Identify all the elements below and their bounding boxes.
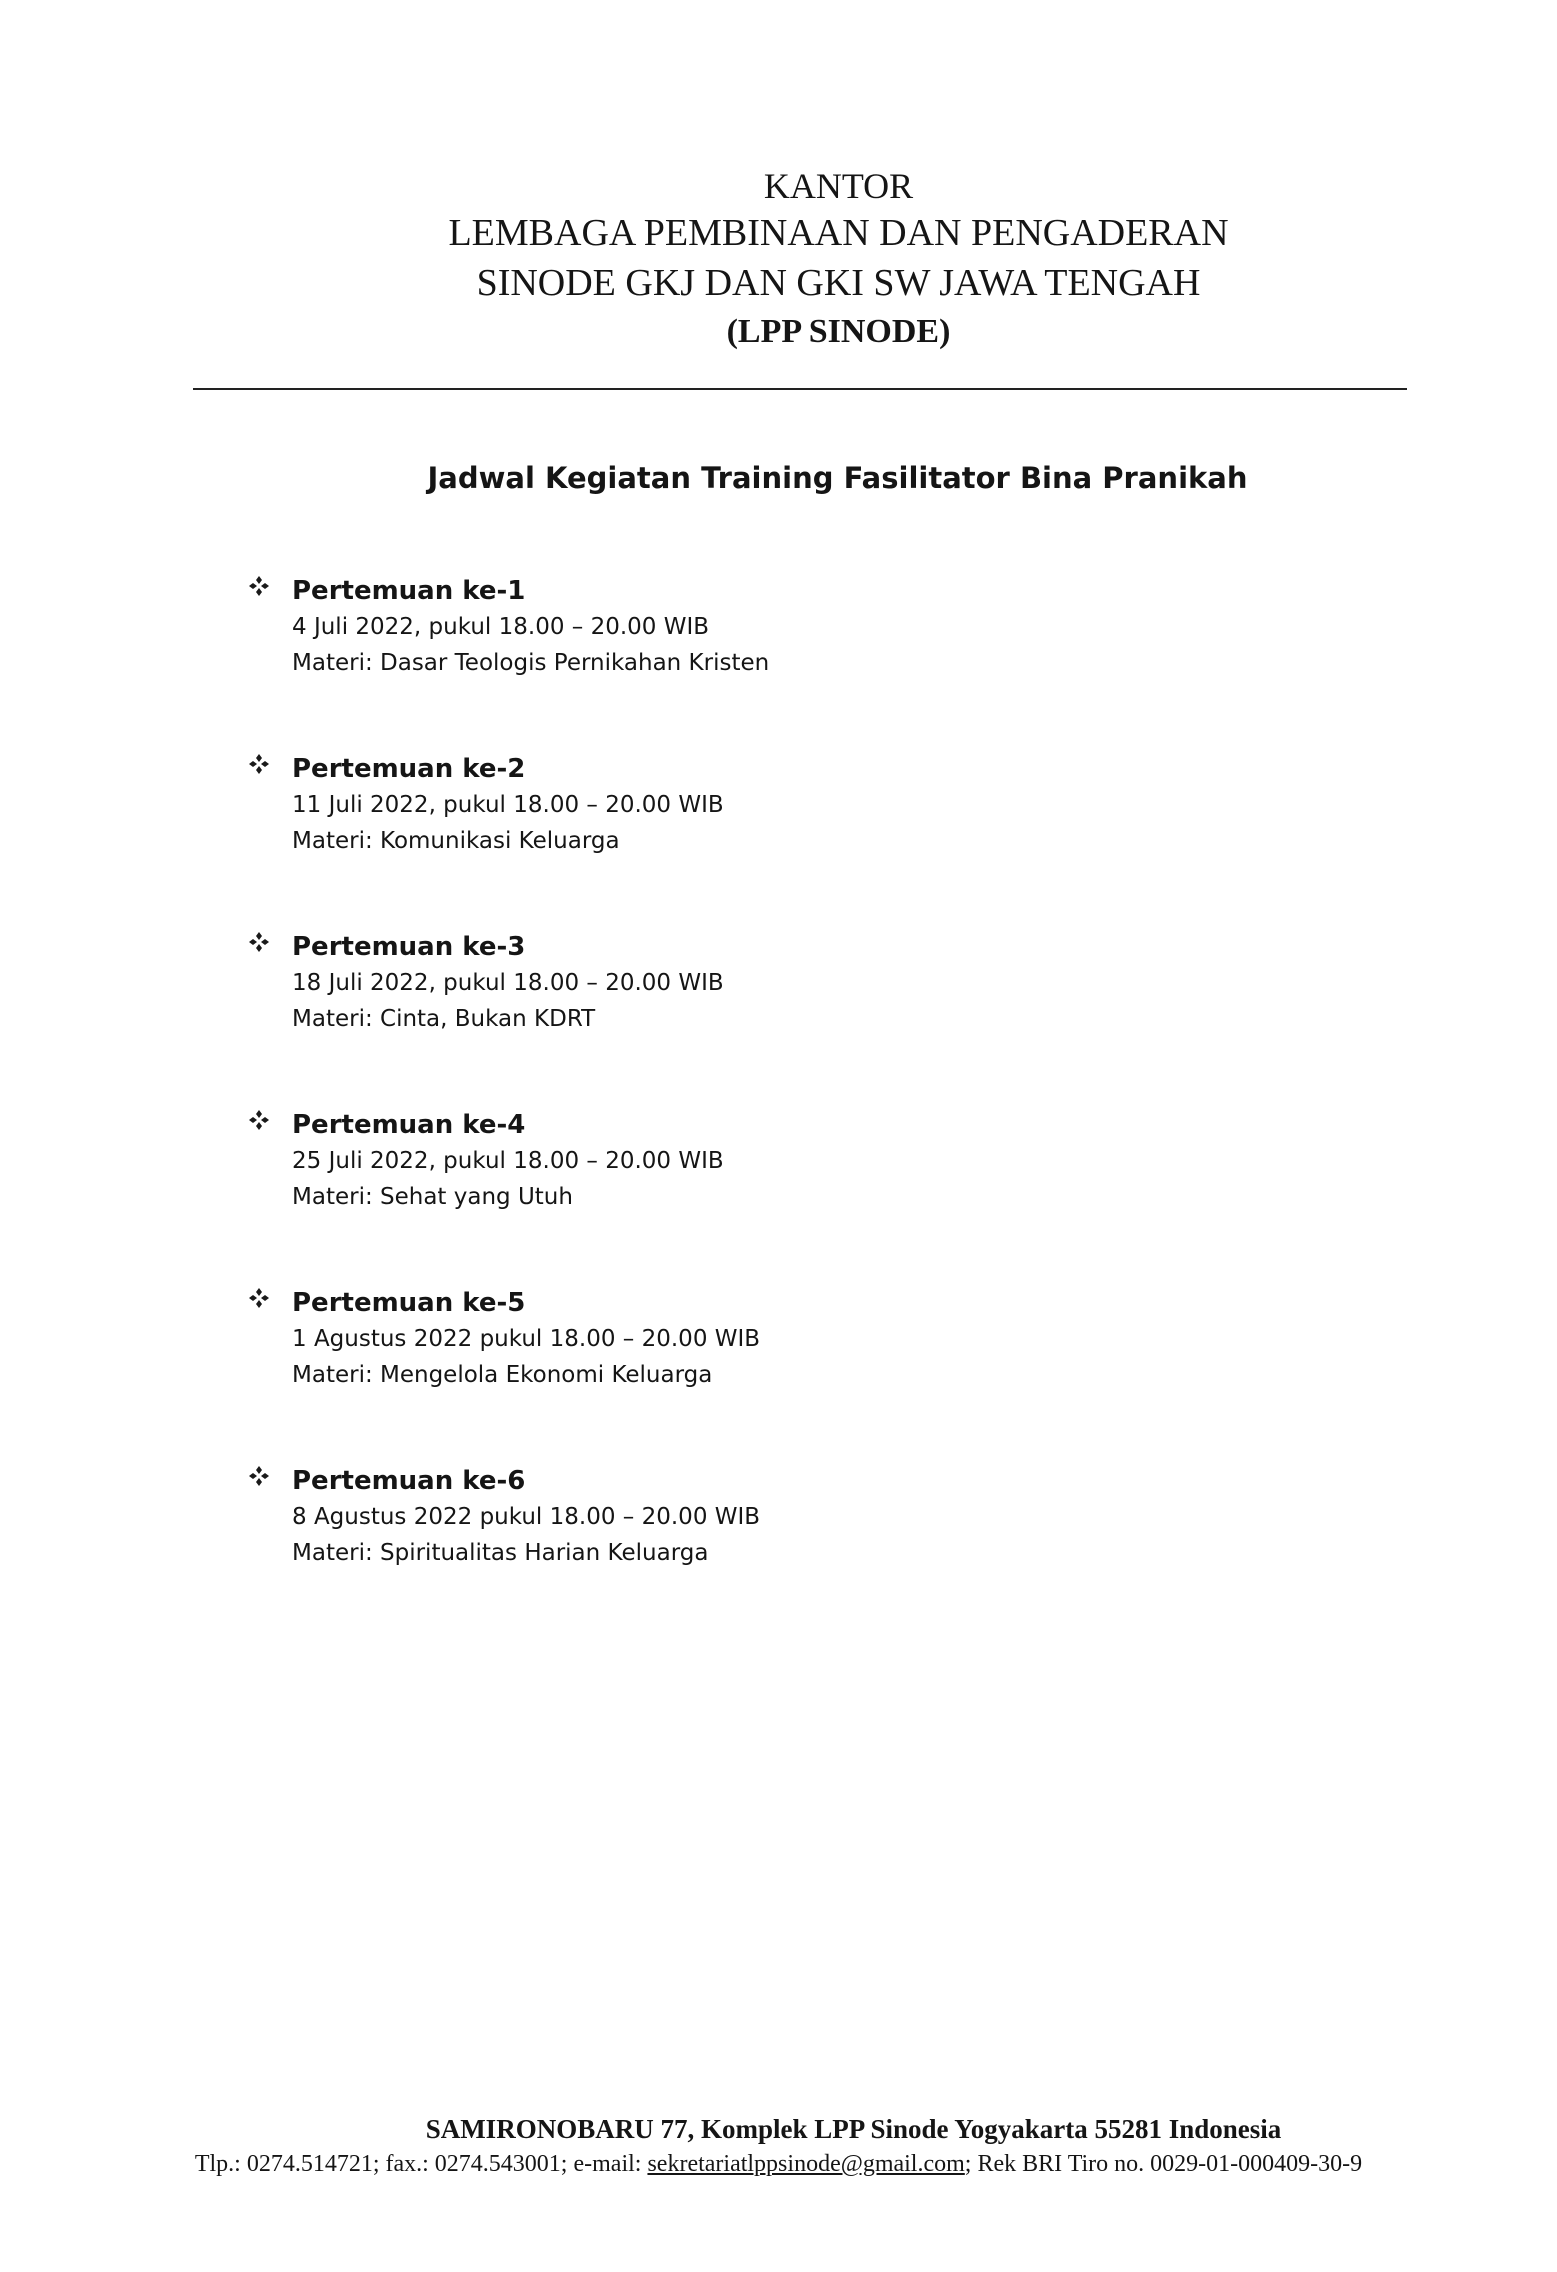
- meeting-date-time: 11 Juli 2022, pukul 18.00 – 20.00 WIB: [292, 792, 724, 818]
- four-diamond-bullet-icon: [248, 931, 270, 953]
- four-diamond-bullet-icon: [248, 1287, 270, 1309]
- document-title: Jadwal Kegiatan Training Fasilitator Bina Pranikah: [427, 461, 1248, 495]
- schedule-item: [248, 573, 1248, 751]
- meeting-title: Pertemuan ke-6: [292, 1466, 526, 1496]
- footer-address: SAMIRONOBARU 77, Komplek LPP Sinode Yogyakarta 55281 Indonesia: [425, 2114, 1282, 2144]
- meeting-title: Pertemuan ke-2: [292, 754, 526, 784]
- meeting-title: Pertemuan ke-1: [292, 576, 526, 606]
- meeting-title: Pertemuan ke-3: [292, 932, 526, 962]
- footer-email-link[interactable]: sekretariatlppsinode@gmail.com: [647, 2151, 965, 2177]
- schedule-item-body: [292, 1463, 760, 1571]
- schedule-item: [248, 1463, 1248, 1641]
- schedule-item-body: [292, 1285, 760, 1393]
- meeting-date-time: 8 Agustus 2022 pukul 18.00 – 20.00 WIB: [292, 1504, 761, 1530]
- schedule-item-body: [292, 929, 724, 1037]
- schedule-item: [248, 1285, 1248, 1463]
- schedule-item: [248, 929, 1248, 1107]
- schedule-list: [248, 573, 1248, 1641]
- schedule-item-body: [292, 573, 769, 681]
- letterhead-abbreviation: (LPP SINODE): [726, 313, 951, 350]
- four-diamond-bullet-icon: [248, 1465, 270, 1487]
- meeting-title: Pertemuan ke-5: [292, 1288, 526, 1318]
- header-divider: [193, 388, 1407, 390]
- letterhead-office: KANTOR: [763, 166, 914, 206]
- meeting-topic: Materi: Cinta, Bukan KDRT: [292, 1006, 596, 1032]
- footer-contact-prefix: Tlp.: 0274.514721; fax.: 0274.543001; e-mail:: [194, 2151, 648, 2177]
- meeting-topic: Materi: Komunikasi Keluarga: [292, 828, 620, 854]
- schedule-item: [248, 751, 1248, 929]
- schedule-item: [248, 1107, 1248, 1285]
- meeting-topic: Materi: Sehat yang Utuh: [292, 1184, 573, 1210]
- meeting-date-time: 1 Agustus 2022 pukul 18.00 – 20.00 WIB: [292, 1326, 761, 1352]
- four-diamond-bullet-icon: [248, 1109, 270, 1131]
- letterhead: [0, 164, 1557, 356]
- footer-contact: [0, 2148, 1557, 2180]
- letterhead-organization-name: LEMBAGA PEMBINAAN DAN PENGADERAN: [448, 212, 1229, 254]
- schedule-item-body: [292, 751, 724, 859]
- meeting-topic: Materi: Spiritualitas Harian Keluarga: [292, 1540, 709, 1566]
- four-diamond-bullet-icon: [248, 753, 270, 775]
- document-title-row: [0, 458, 1557, 498]
- meeting-date-time: 25 Juli 2022, pukul 18.00 – 20.00 WIB: [292, 1148, 724, 1174]
- meeting-date-time: 4 Juli 2022, pukul 18.00 – 20.00 WIB: [292, 614, 710, 640]
- footer-address-row: [0, 2112, 1557, 2146]
- letterhead-synod-name: SINODE GKJ DAN GKI SW JAWA TENGAH: [476, 262, 1201, 304]
- four-diamond-bullet-icon: [248, 575, 270, 597]
- schedule-item-body: [292, 1107, 724, 1215]
- meeting-topic: Materi: Mengelola Ekonomi Keluarga: [292, 1362, 713, 1388]
- meeting-date-time: 18 Juli 2022, pukul 18.00 – 20.00 WIB: [292, 970, 724, 996]
- meeting-title: Pertemuan ke-4: [292, 1110, 526, 1140]
- meeting-topic: Materi: Dasar Teologis Pernikahan Kristen: [292, 650, 770, 676]
- footer-contact-suffix: ; Rek BRI Tiro no. 0029-01-000409-30-9: [964, 2151, 1363, 2177]
